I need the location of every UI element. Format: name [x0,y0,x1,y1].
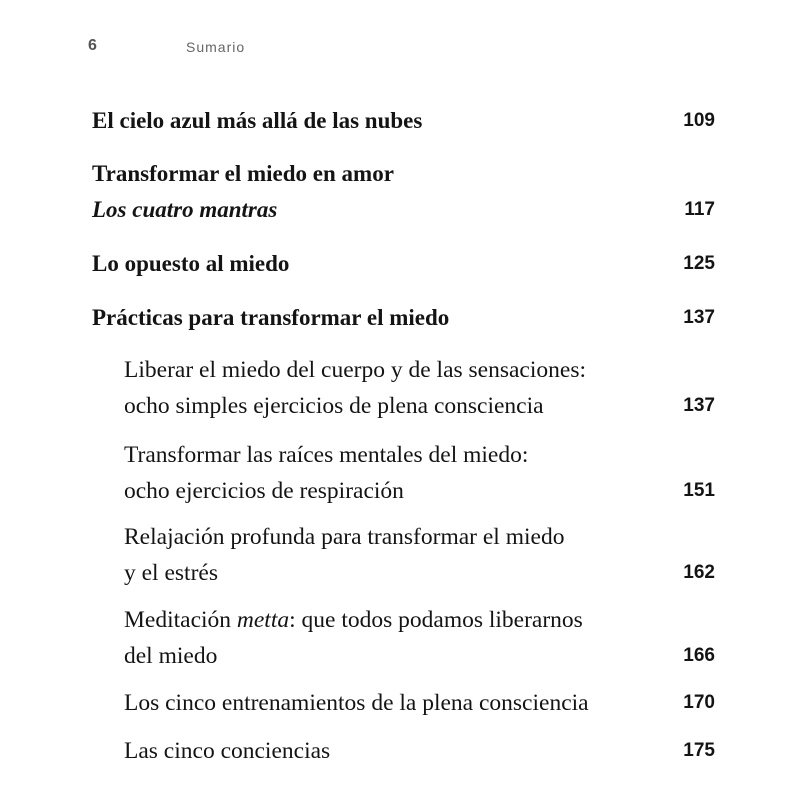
toc-page-number: 117 [684,199,715,220]
toc-page-number: 162 [683,562,715,583]
toc-subentry-line: ocho simples ejercicios de plena consciencia [124,393,544,419]
running-header: Sumario [186,39,246,55]
toc-entry [92,103,715,139]
toc-entry-title: Prácticas para transformar el miedo [92,305,450,330]
toc-page-number: 109 [683,110,715,131]
toc-subentry-italic-term: metta [236,607,290,633]
toc-subentry-text: : que todos podamos liberarnos [289,607,583,633]
toc-page-number: 170 [683,692,715,713]
toc-subentry [124,352,715,424]
toc-subentry-line: y el estrés [124,560,218,586]
toc-subentry [124,437,715,509]
toc-subentry [124,602,715,674]
toc-page-number: 125 [683,253,715,274]
toc-page-number: 166 [683,645,715,666]
toc-page-number: 137 [683,307,715,328]
toc-entry [92,246,715,282]
toc-entry-title: Lo opuesto al miedo [92,251,290,276]
toc-entry [92,300,715,336]
toc-entry-title: Transformar el miedo en amor [92,161,394,186]
toc-subentry-line: Relajación profunda para transformar el miedo [124,524,565,550]
toc-subentry-line: Los cinco entrenamientos de la plena consciencia [124,690,589,716]
toc-page-number: 175 [683,740,715,761]
toc-subentry-text: Meditación [124,607,237,633]
toc-subentry-line: del miedo [124,643,218,669]
toc-entry-title: El cielo azul más allá de las nubes [92,108,423,133]
toc-entry-subtitle: Los cuatro mantras [92,197,278,222]
toc-subentry-line: ocho ejercicios de respiración [124,478,404,504]
toc-entry [92,156,715,228]
toc-subentry-line: Liberar el miedo del cuerpo y de las sensaciones: [124,357,586,383]
toc-subentry [124,685,715,721]
toc-subentry-line: Transformar las raíces mentales del miedo: [124,442,529,468]
toc-subentry-line: Las cinco conciencias [124,738,331,764]
toc-subentry [124,733,715,769]
toc-subentry-line [124,602,715,638]
toc-subentry [124,519,715,591]
toc-page-number: 151 [683,480,715,501]
page-number: 6 [88,37,97,54]
toc-page-number: 137 [683,395,715,416]
